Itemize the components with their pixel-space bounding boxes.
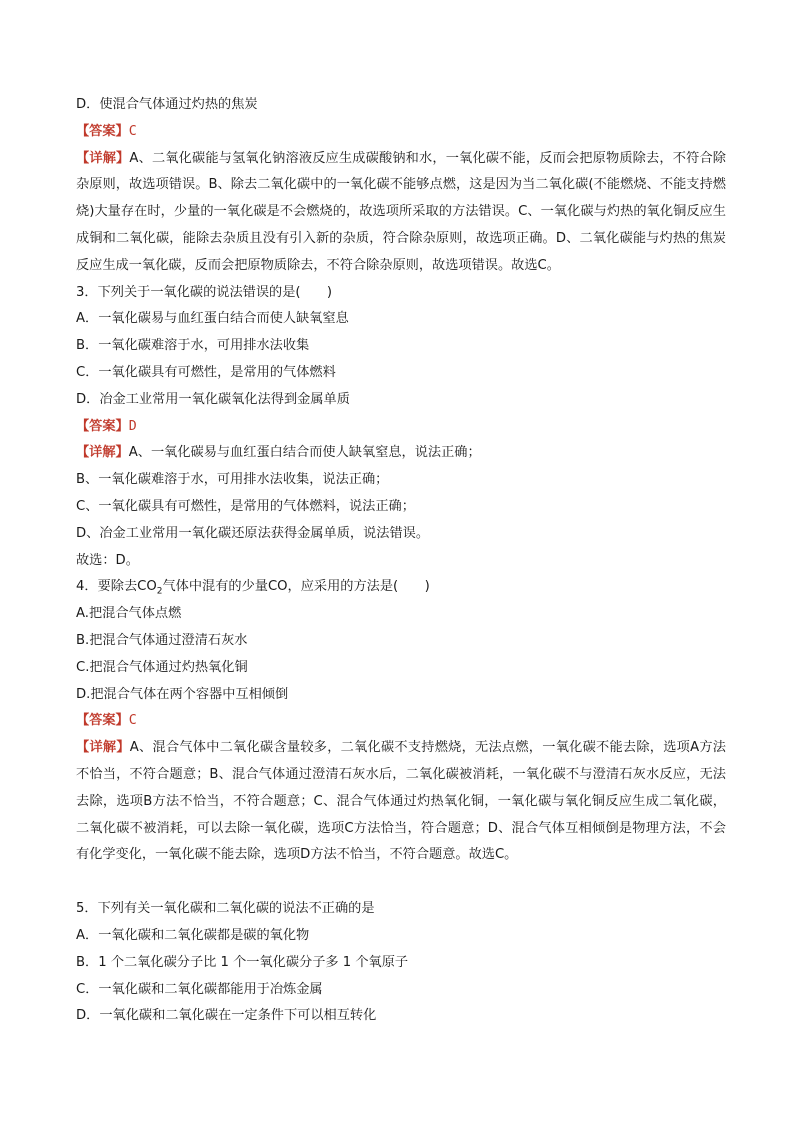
answer-value: C [128,123,137,139]
q5-option-d: D．一氧化碳和二氧化碳在一定条件下可以相互转化 [76,1008,377,1024]
answer-tag: 【答案】 [76,418,129,434]
q4-answer [76,708,726,735]
q3-option-c: C．一氧化碳具有可燃性，是常用的气体燃料 [76,364,336,380]
q3-detail-line-5: 故选：D。 [76,552,139,568]
q3-detail-line-2: B、一氧化碳难溶于水，可用排水法收集，说法正确； [76,472,389,488]
answer-value: D [128,418,137,434]
q2-detail [76,146,726,280]
q4-option-b: B.把混合气体通过澄清石灰水 [76,632,248,648]
answer-tag: 【答案】 [76,713,129,729]
detail-tag: 【详解】 [76,740,130,756]
q5-stem: 5．下列有关一氧化碳和二氧化碳的说法不正确的是 [76,901,375,917]
detail-text: A、混合气体中二氧化碳含量较多，二氧化碳不支持燃烧，无法点燃，一氧化碳不能去除，选项A方法不恰当，不符合题意；B、混合气体通过澄清石灰水后，二氧化碳被消耗，一氧化碳不与澄清石灰水反应，无法去除，选项B方法不恰当，不符合题意；C、混合气体通过灼热氧化铜，一氧化碳与氧化铜反应生成二氧化碳，二氧化碳不被消耗，可以去除一氧化碳，选项C方法恰当，符合题意；D、混合气体互相倾倒是物理方法，不会有化学变化，一氧化碳不能去除，选项D方法不恰当，不符合题意。故选C。 [76,740,726,863]
q3-detail-line-1 [76,440,726,467]
detail-text: A、一氧化碳易与血红蛋白结合而使人缺氧窒息，说法正确； [128,445,481,461]
q3-option-d: D．冶金工业常用一氧化碳氧化法得到金属单质 [76,391,350,407]
q2-answer [76,119,726,146]
q3-answer [76,414,726,441]
answer-value: C [128,713,137,729]
q4-stem-subscript: 2 [156,587,163,597]
q3-option-b: B．一氧化碳难溶于水，可用排水法收集 [76,338,310,354]
detail-tag: 【详解】 [76,445,129,461]
document-page [76,92,726,1030]
q4-detail [76,735,726,896]
detail-tag: 【详解】 [76,150,130,166]
answer-tag: 【答案】 [76,123,129,139]
detail-text: A、二氧化碳能与氢氧化钠溶液反应生成碳酸钠和水，一氧化碳不能，反而会把原物质除去，不符合除杂原则，故选项错误。B、除去二氧化碳中的一氧化碳不能够点燃，这是因为当二氧化碳(不能燃烧、不能支持燃烧)大量存在时，少量的一氧化碳是不会燃烧的，故选项所采取的方法错误。C、一氧化碳与灼热的氧化铜反应生成铜和二氧化碳，能除去杂质且没有引入新的杂质，符合除杂原则，故选项正确。D、二氧化碳能与灼热的焦炭反应生成一氧化碳，反而会把原物质除去，不符合除杂原则，故选项错误。故选C。 [76,150,726,273]
q4-option-d: D.把混合气体在两个容器中互相倾倒 [76,686,289,702]
q4-stem [76,574,726,601]
q4-stem-prefix: 4．要除去CO [76,579,157,595]
q5-option-c: C．一氧化碳和二氧化碳都能用于冶炼金属 [76,981,323,997]
q3-stem: 3．下列关于一氧化碳的说法错误的是( ) [76,284,333,300]
q3-option-a: A．一氧化碳易与血红蛋白结合而使人缺氧窒息 [76,311,349,327]
q4-stem-suffix: 气体中混有的少量CO，应采用的方法是( ) [162,579,430,595]
q3-detail-line-4: D、冶金工业常用一氧化碳还原法获得金属单质，说法错误。 [76,525,430,541]
q4-option-a: A.把混合气体点燃 [76,606,182,622]
q2-option-d: D．使混合气体通过灼热的焦炭 [76,97,258,112]
q5-option-b: B．1 个二氧化碳分子比 1 个一氧化碳分子多 1 个氧原子 [76,954,409,970]
q5-option-a: A．一氧化碳和二氧化碳都是碳的氧化物 [76,927,310,943]
q3-detail-line-3: C、一氧化碳具有可燃性，是常用的气体燃料，说法正确； [76,498,415,514]
q4-option-c: C.把混合气体通过灼热氧化铜 [76,659,248,675]
